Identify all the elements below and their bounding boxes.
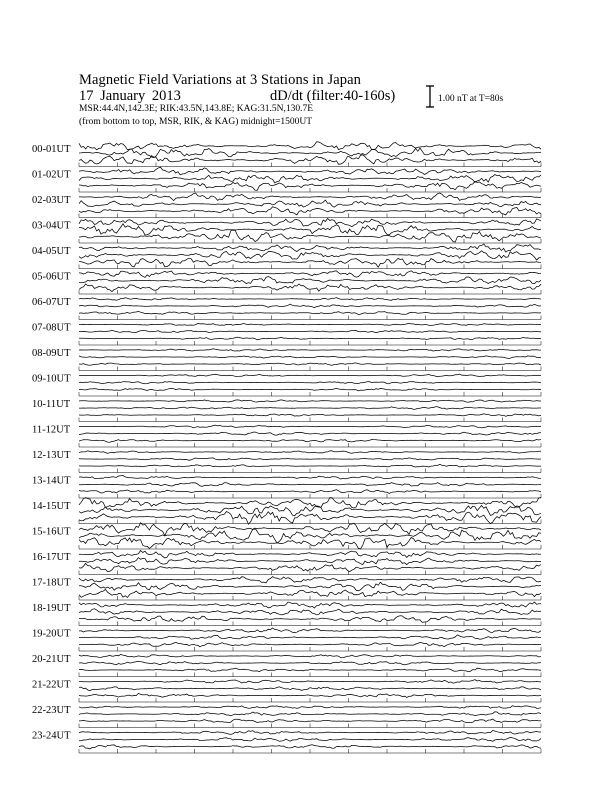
hour-label: 21-22UT [32, 679, 71, 691]
hour-label: 08-09UT [32, 348, 71, 359]
station-trace-rik [79, 148, 541, 157]
station-trace-rik [79, 251, 541, 260]
station-trace-kag [79, 577, 541, 583]
chart-quantity: dD/dt (filter:40-160s) [270, 88, 396, 104]
station-trace-msr [79, 563, 541, 571]
station-trace-kag [79, 244, 541, 252]
station-trace-kag [79, 706, 541, 709]
station-trace-kag [79, 374, 541, 377]
station-trace-rik [79, 687, 541, 691]
station-trace-msr [79, 719, 541, 723]
hour-label: 14-15UT [32, 501, 71, 512]
hour-label: 20-21UT [32, 654, 71, 665]
station-trace-kag [79, 476, 541, 480]
chart-title: Magnetic Field Variations at 3 Stations in Japan [79, 72, 362, 88]
station-trace-rik [79, 382, 541, 384]
station-trace-rik [79, 609, 541, 615]
station-trace-kag [79, 298, 541, 301]
station-trace-rik [79, 528, 541, 543]
station-trace-rik [79, 506, 541, 516]
station-trace-kag [79, 731, 541, 735]
chart-date: 17 January 2013 [79, 88, 181, 104]
hour-label: 16-17UT [32, 552, 71, 563]
station-trace-kag [79, 425, 541, 428]
station-trace-kag [79, 551, 541, 558]
hour-label: 05-06UT [32, 271, 71, 283]
station-trace-rik [79, 458, 541, 460]
station-trace-rik [79, 277, 541, 284]
hour-label: 10-11UT [32, 399, 71, 410]
station-trace-kag [79, 523, 541, 536]
station-trace-rik [79, 558, 541, 565]
station-trace-rik [79, 304, 541, 308]
hour-label: 06-07UT [32, 297, 71, 308]
station-trace-kag [79, 680, 541, 683]
station-trace-kag [79, 628, 541, 633]
hour-label: 19-20UT [32, 628, 71, 640]
hour-label: 01-02UT [32, 169, 71, 181]
station-trace-kag [79, 323, 541, 325]
station-trace-kag [79, 349, 541, 351]
station-trace-rik [79, 200, 541, 207]
station-trace-rik [79, 712, 541, 716]
hour-label: 22-23UT [32, 705, 71, 716]
station-trace-msr [79, 464, 541, 467]
station-trace-kag [79, 400, 541, 402]
station-trace-msr [79, 337, 541, 340]
station-trace-msr [79, 388, 541, 390]
station-trace-rik [79, 635, 541, 639]
scale-bar [426, 86, 434, 107]
station-trace-rik [79, 737, 541, 741]
hour-label: 12-13UT [32, 450, 71, 461]
station-trace-msr [79, 363, 541, 365]
hour-label: 02-03UT [32, 195, 71, 206]
station-trace-msr [79, 668, 541, 672]
station-trace-msr [79, 414, 541, 417]
station-trace-rik [79, 175, 541, 183]
scale-bar-label: 1.00 nT at T=80s [438, 94, 504, 104]
station-trace-msr [79, 693, 541, 697]
station-trace-rik [79, 356, 541, 359]
station-trace-rik [79, 432, 541, 435]
station-trace-kag [79, 193, 541, 201]
hour-label: 23-24UT [32, 730, 71, 742]
station-order-note: (from bottom to top, MSR, RIK, & KAG) midnight=1500UT [79, 117, 313, 127]
station-trace-kag [79, 271, 541, 278]
hour-label: 13-14UT [32, 475, 71, 487]
station-trace-kag [79, 498, 541, 509]
station-trace-rik [79, 407, 541, 410]
station-trace-kag [79, 167, 541, 175]
station-trace-kag [79, 654, 541, 658]
station-trace-msr [79, 642, 541, 646]
hour-label: 03-04UT [32, 220, 71, 232]
station-trace-kag [79, 602, 541, 608]
hour-label: 11-12UT [32, 424, 71, 436]
station-trace-kag [79, 451, 541, 454]
hour-label: 09-10UT [32, 373, 71, 385]
station-trace-kag [79, 218, 541, 226]
hour-label: 07-08UT [32, 322, 71, 334]
station-trace-msr [79, 490, 541, 494]
station-trace-rik [79, 661, 541, 665]
station-trace-msr [79, 616, 541, 623]
hour-label: 04-05UT [32, 246, 71, 257]
grid-lines [79, 163, 541, 754]
station-trace-msr [79, 745, 541, 749]
hour-label: 15-16UT [32, 526, 71, 538]
station-trace-rik [79, 330, 541, 332]
station-trace-rik [79, 582, 541, 591]
station-trace-msr [79, 311, 541, 314]
station-trace-msr [79, 439, 541, 442]
station-coordinates: MSR:44.4N,142.3E; RIK:43.5N,143.8E; KAG:31.5N,130.7E [79, 104, 314, 114]
hour-label: 17-18UT [32, 577, 71, 589]
station-trace-rik [79, 483, 541, 487]
station-trace-rik [79, 224, 541, 235]
hour-label: 00-01UT [32, 144, 71, 155]
hour-label: 18-19UT [32, 603, 71, 614]
station-trace-kag [79, 142, 541, 150]
